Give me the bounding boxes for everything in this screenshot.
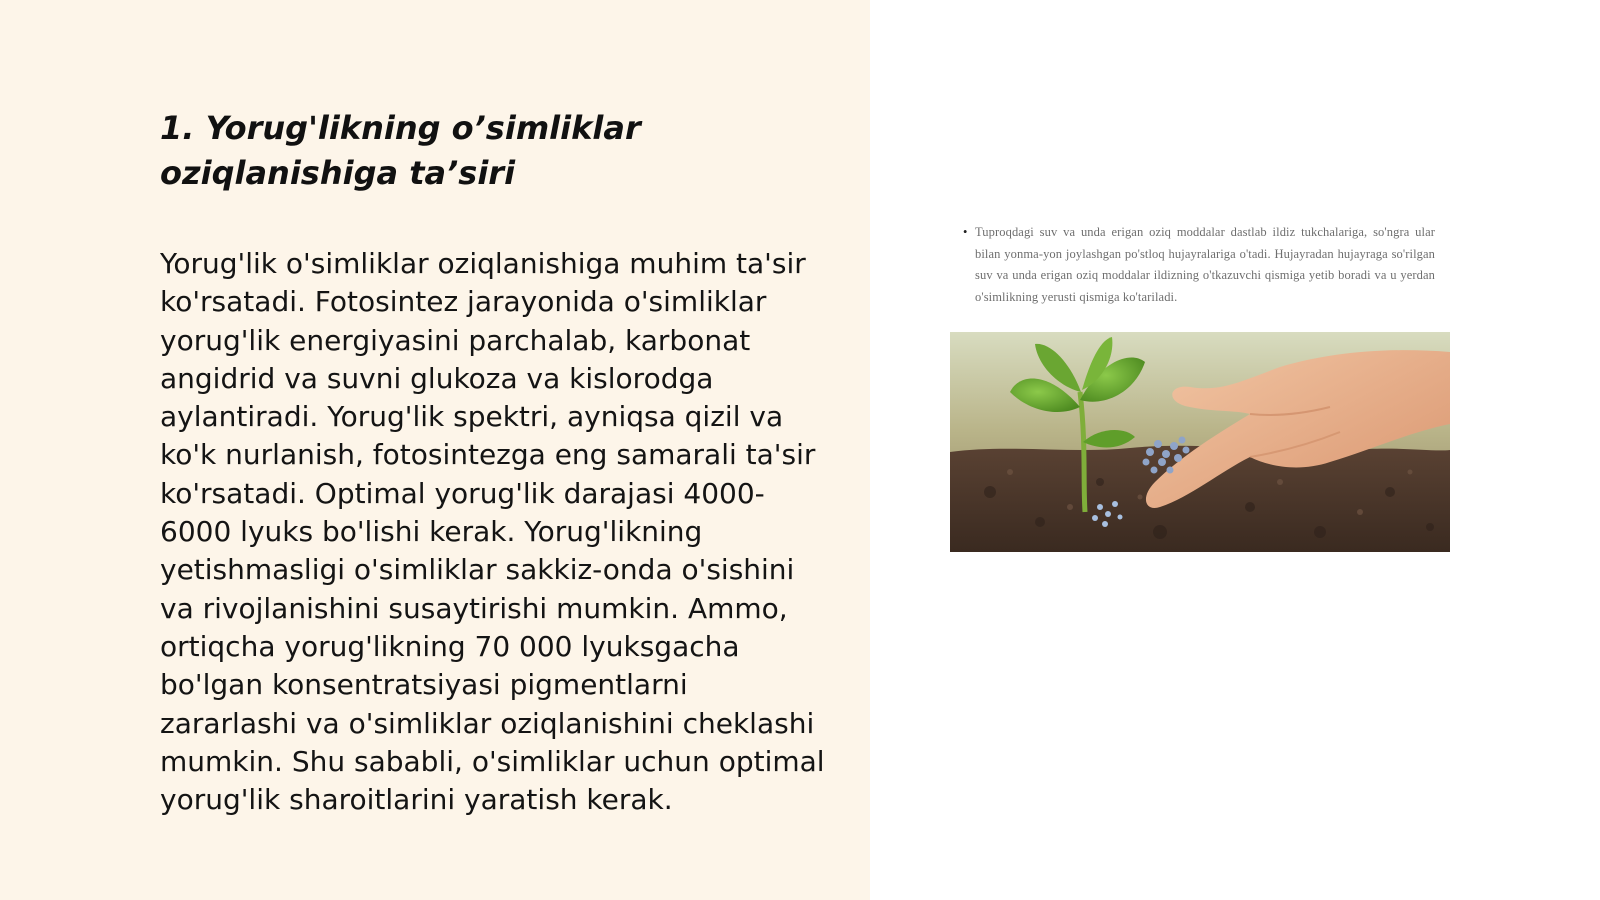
seedling-fertilizer-photo (950, 332, 1450, 552)
figure (950, 222, 1450, 552)
slide-title: 1. Yorug'likning o’simliklar oziqlanishiga ta’siri (160, 109, 641, 192)
slide-body-text: Yorug'lik o'simliklar oziqlanishiga muhim ta'sir ko'rsatadi. Fotosintez jarayonida o'simliklar yorug'lik energiyasini parchalab, karbonat angidrid va suvni glukoza va kislorodga aylantiradi. Yorug'lik spektri, ayniqsa qizil va ko'k nurlanish, fotosintezga eng samarali ta'sir ko'rsatadi. Optimal yorug'lik darajasi 4000-6000 lyuks bo'lishi kerak. Yorug'likning yetishmasligi o'simliklar sakkiz-onda o'sishini va rivojlanishini susaytirishi mumkin. Ammo, ortiqcha yorug'likning 70 000 lyuksgacha bo'lgan konsentratsiyasi pigmentlarni zararlashi va o'simliklar oziqlanishini cheklashi mumkin. Shu sababli, o'simliklar uchun optimal yorug'lik sharoitlarini yaratish kerak. (160, 247, 825, 817)
figure-caption: • Tuproqdagi suv va unda erigan oziq moddalar dastlab ildiz tukchalariga, so'ngra ular bilan yonma-yon joylashgan po'stloq hujayralariga o'tadi. Hujayradan hujayraga so'rilgan suv va unda erigan oziq moddalar ildizning o'tkazuvchi qismiga yetib boradi va u yerdan o'simlikning yerusti qismiga ko'tariladi. (975, 222, 1435, 308)
